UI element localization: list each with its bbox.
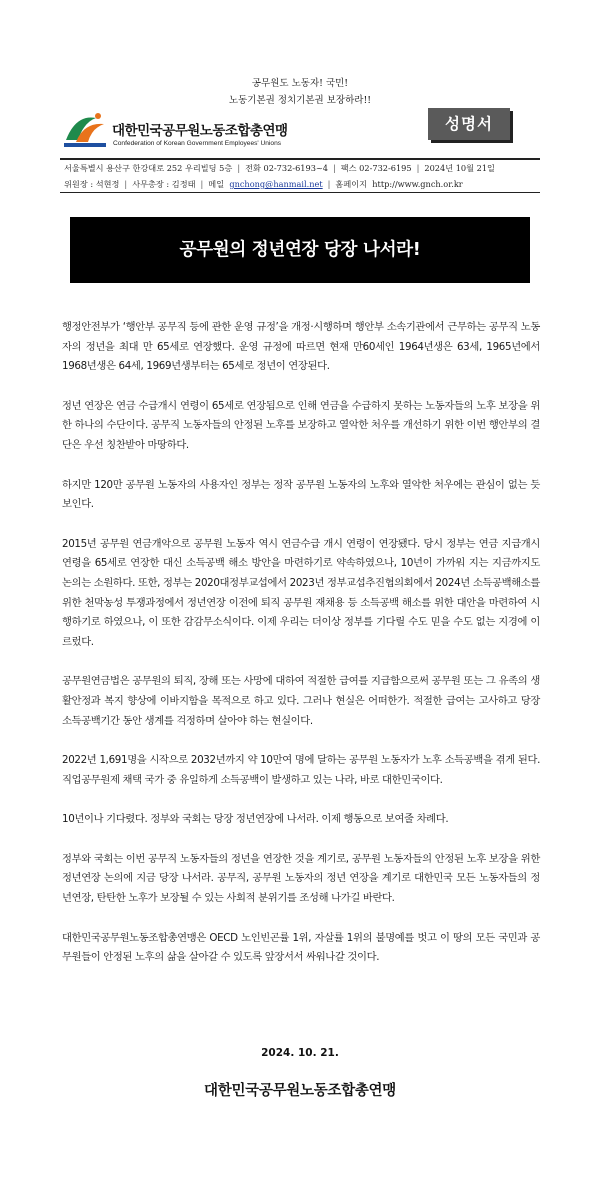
org-name-english: Confederation of Korean Government Employees' Unions	[113, 140, 282, 147]
header-rule-top	[60, 158, 540, 160]
statement-body	[62, 318, 540, 988]
address: 서울특별시 용산구 한강대로 252 우리빌딩 5층	[64, 163, 233, 173]
paragraph: 하지만 120만 공무원 노동자의 사용자인 정부는 정작 공무원 노동자의 노후와 열악한 처우에는 관심이 없는 듯 보인다.	[62, 478, 540, 511]
paragraph: 공무원연금법은 공무원의 퇴직, 장해 또는 사망에 대하여 적절한 급여를 지급함으로써 공무원 또는 그 유족의 생활안정과 복지 향상에 이바지함을 목적으로 하고 있다. 그러나 현실은 어떠한가. 적절한 급여는 고사하고 당장 소득공백기간 동안 생계를 걱정하며 살아야 하는 현실이다.	[62, 675, 540, 727]
homepage-link[interactable]: http://www.gnch.or.kr	[372, 179, 463, 189]
fax: 팩스 02-732-6195	[340, 163, 412, 173]
org-name-korean: 대한민국공무원노동조합총연맹	[112, 123, 288, 139]
header-rule-bottom	[60, 192, 540, 193]
union-logo-icon	[62, 110, 108, 150]
secretary: 사무총장 : 김정태	[132, 179, 196, 189]
slogan-line-1: 공무원도 노동자! 국민!	[251, 78, 349, 89]
paragraph: 2022년 1,691명을 시작으로 2032년까지 약 10만여 명에 달하는 공무원 노동자가 노후 소득공백을 겪게 된다. 직업공무원제 채택 국가 중 유일하게 소득공백이 발생하고 있는 나라, 바로 대한민국이다.	[62, 754, 540, 786]
issue-date: 2024년 10월 21일	[424, 163, 495, 173]
footer-date: 2024. 10. 21.	[261, 1047, 339, 1059]
homepage-label: 홈페이지	[335, 179, 368, 189]
email-link[interactable]: gnchong@hanmail.net	[229, 179, 323, 189]
paragraph: 행정안전부가 ‘행안부 공무직 등에 관한 운영 규정’을 개정·시행하며 행안부 소속기관에서 근무하는 공무직 노동자의 정년을 최대 만 65세로 연장했다. 운영 규정에 따르면 현재 만60세인 1964년생은 63세, 1965년에서 1968년생은 64세, 1969년생부터는 65세로 정년이 연장된다.	[62, 321, 540, 373]
phone: 전화 02-732-6193~4	[245, 163, 328, 173]
paragraph: 정년 연장은 연금 수급개시 연령이 65세로 연장됨으로 인해 연금을 수급하지 못하는 노동자들의 노후 보장을 위한 하나의 수단이다. 공무직 노동자들의 안정된 노후를 보장하고 열악한 처우를 개선하기 위한 이번 행안부의 결단은 우선 칭찬받아 마땅하다.	[62, 399, 540, 451]
slogan-line-2: 노동기본권 정치기본권 보장하라!!	[228, 95, 372, 106]
paragraph: 2015년 공무원 연금개악으로 공무원 노동자 역시 연금수급 개시 연령이 연장됐다. 당시 정부는 연금 지급개시 연령을 65세로 연장한 대신 소득공백 해소 방안을 마련하기로 약속하였으나, 10년이 가까워 지는 지금까지도 논의는 소원하다. 또한, 정부는 2020대정부교섭에서 2023년 정부교섭추진협의회에서 2024년 소득공백해소를 위한 천막농성 투쟁과정에서 정년연장 이전에 퇴직 공무원 재채용 등 소득공백 해소를 위한 대안을 마련하여 시행하기로 하였으나, 이 또한 감감무소식이다. 이제 우리는 더이상 정부를 기다릴 수도 믿을 수도 없는 지경에 이르렀다.	[62, 537, 540, 648]
doc-type-badge: 성명서	[428, 108, 510, 140]
paragraph: 대한민국공무원노동조합총연맹은 OECD 노인빈곤률 1위, 자살률 1위의 불명예를 벗고 이 땅의 모든 국민과 공무원들이 안정된 노후의 삶을 살아갈 수 있도록 앞장서서 싸워나갈 것이다.	[62, 931, 540, 964]
statement-title: 공무원의 정년연장 당장 나서라!	[70, 217, 530, 283]
contact-line-1: 서울특별시 용산구 한강대로 252 우리빌딩 5층 | 전화 02-732-6193~4 | 팩스 02-732-6195 | 2024년 10월 21일	[64, 163, 495, 173]
chair: 위원장 : 석현정	[64, 179, 120, 189]
footer-signature: 대한민국공무원노동조합총연맹	[204, 1083, 396, 1099]
contact-line-2: 위원장 : 석현정 | 사무총장 : 김정태 | 메일 gnchong@hanmail.net | 홈페이지 http://www.gnch.or.kr	[64, 179, 463, 189]
paragraph: 10년이나 기다렸다. 정부와 국회는 당장 정년연장에 나서라. 이제 행동으로 보여줄 차례다.	[62, 813, 449, 826]
email-label: 메일	[208, 179, 225, 189]
paragraph: 정부와 국회는 이번 공무직 노동자들의 정년을 연장한 것을 계기로, 공무원 노동자들의 안정된 노후 보장을 위한 정년연장 논의에 지금 당장 나서라. 공무직, 공무원 노동자의 정년 연장을 계기로 대한민국 모든 노동자들의 정년연장, 탄탄한 노후가 보장될 수 있는 사회적 분위기를 조성해 나가길 바란다.	[62, 852, 540, 905]
